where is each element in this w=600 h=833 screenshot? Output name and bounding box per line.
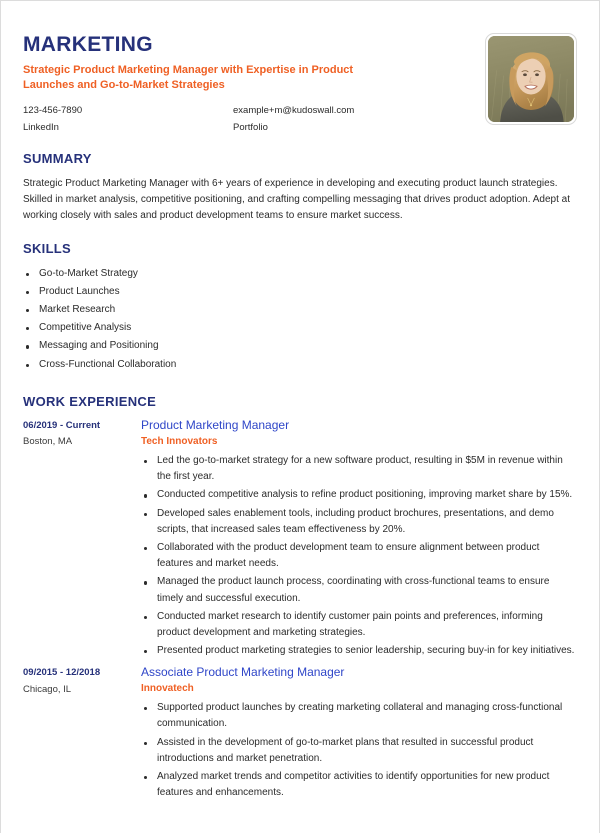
skills-section [23, 242, 577, 372]
job-body [141, 418, 577, 661]
list-item: Collaborated with the product development team to ensure alignment between product features and market needs. [141, 540, 577, 572]
list-item: Led the go-to-market strategy for a new software product, resulting in $5M in revenue within the first year. [141, 453, 577, 485]
header-tagline: Strategic Product Marketing Manager with Expertise in Product Launches and Go-to-Market Strategies [23, 64, 354, 91]
resume-header [23, 1, 577, 134]
contact-portfolio[interactable]: Portfolio [233, 122, 268, 134]
job-bullets-list [141, 453, 577, 659]
job-company: Innovatech [141, 683, 194, 695]
job-bullets-list [141, 700, 577, 801]
job-title: Associate Product Marketing Manager [141, 665, 345, 680]
list-item: Competitive Analysis [23, 320, 577, 336]
work-experience-section [23, 395, 577, 804]
job-body [141, 665, 577, 803]
skills-heading: SKILLS [23, 241, 72, 257]
job-location: Chicago, IL [23, 683, 72, 695]
summary-text: Strategic Product Marketing Manager with 6+ years of experience in developing and executing product launch strategies. Skilled in market analysis, competitive positioning, and crafting compelling messaging that drives product adoption. Adept at working closely with sales and product development teams to ensure market success. [23, 177, 570, 222]
list-item: Conducted market research to identify customer pain points and preferences, informing product development and marketing strategies. [141, 609, 577, 641]
list-item: Assisted in the development of go-to-market plans that resulted in successful product introductions and market penetration. [141, 735, 577, 767]
contact-phone[interactable]: 123-456-7890 [23, 104, 83, 116]
header-left-column [23, 33, 485, 134]
job-meta [23, 418, 141, 449]
list-item: Presented product marketing strategies to senior leadership, securing buy-in for key initiatives. [141, 643, 577, 659]
page-title: MARKETING [23, 33, 153, 56]
summary-section [23, 152, 577, 224]
list-item: Product Launches [23, 284, 577, 300]
contact-info-grid [23, 105, 471, 135]
job-title: Product Marketing Manager [141, 418, 290, 433]
contact-email[interactable]: example+m@kudoswall.com [233, 104, 355, 116]
list-item: Go-to-Market Strategy [23, 266, 577, 282]
list-item: Messaging and Positioning [23, 338, 577, 354]
skills-list [23, 266, 577, 373]
work-experience-heading: WORK EXPERIENCE [23, 393, 157, 409]
job-dates: 09/2015 - 12/2018 [23, 667, 101, 679]
job-location: Boston, MA [23, 436, 73, 448]
job-dates: 06/2019 - Current [23, 420, 101, 432]
list-item: Developed sales enablement tools, including product brochures, presentations, and demo scripts, that increased sales team effectiveness by 20%. [141, 506, 577, 538]
list-item: Conducted competitive analysis to refine product positioning, improving market share by 15%. [141, 487, 577, 503]
list-item: Managed the product launch process, coordinating with cross-functional teams to ensure timely and successful execution. [141, 574, 577, 606]
list-item: Market Research [23, 302, 577, 318]
list-item: Cross-Functional Collaboration [23, 357, 577, 373]
job-entry [23, 665, 577, 803]
job-meta [23, 665, 141, 696]
list-item: Analyzed market trends and competitor activities to identify opportunities for new product features and enhancements. [141, 769, 577, 801]
summary-heading: SUMMARY [23, 151, 92, 167]
job-entry [23, 418, 577, 661]
avatar [485, 33, 577, 125]
job-company: Tech Innovators [141, 436, 218, 448]
list-item: Supported product launches by creating marketing collateral and managing cross-functional communication. [141, 700, 577, 732]
contact-linkedin[interactable]: LinkedIn [23, 122, 59, 134]
profile-photo [488, 36, 574, 122]
